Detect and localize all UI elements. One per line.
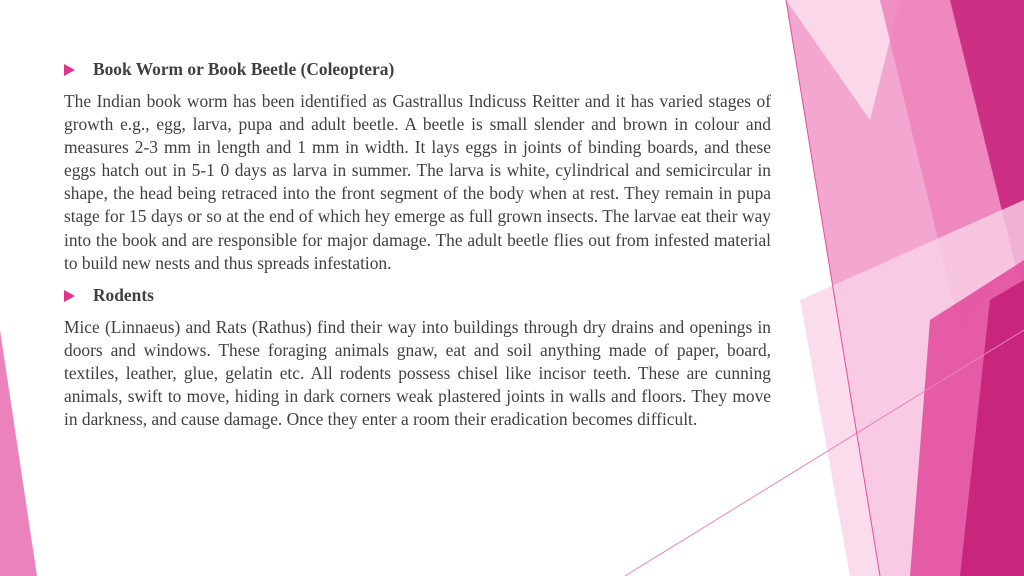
slide-content bbox=[64, 56, 771, 431]
bullet-arrow-icon bbox=[64, 290, 75, 302]
paragraph-rodents: Mice (Linnaeus) and Rats (Rathus) find their way into buildings through dry drains and openings in doors and windows. These foraging animals gnaw, eat and soil anything made of paper, board, textiles, leather, glue, gelatin etc. All rodents possess chisel like incisor teeth. These are cunning animals, swift to move, hiding in dark corners weak plastered joints in walls and floors. They move in darkness, and cause damage. Once they enter a room their eradication becomes difficult. bbox=[64, 316, 771, 430]
section-heading-rodents bbox=[64, 282, 771, 310]
bullet-arrow-icon bbox=[64, 64, 75, 76]
paragraph-book-worm: The Indian book worm has been identified as Gastrallus Indicuss Reitter and it has varied stages of growth e.g., egg, larva, pupa and adult beetle. A beetle is small slender and brown in colour and measures 2-3 mm in length and 1 mm in width. It lays eggs in joints of binding boards, and these eggs hatch out in 5-1 0 days as larva in summer. The larva is white, cylindrical and semicircular in shape, the head being retraced into the front segment of the body when at rest. They remain in pupa stage for 15 days or so at the end of which hey emerge as full grown insects. The larvae eat their way into the book and are responsible for major damage. The adult beetle flies out from infested material to build new nests and thus spreads infestation. bbox=[64, 91, 771, 273]
heading-text: Book Worm or Book Beetle (Coleoptera) bbox=[93, 59, 395, 80]
section-heading-book-worm bbox=[64, 56, 771, 84]
left-accent-shape bbox=[0, 330, 37, 576]
heading-text: Rodents bbox=[93, 285, 154, 306]
